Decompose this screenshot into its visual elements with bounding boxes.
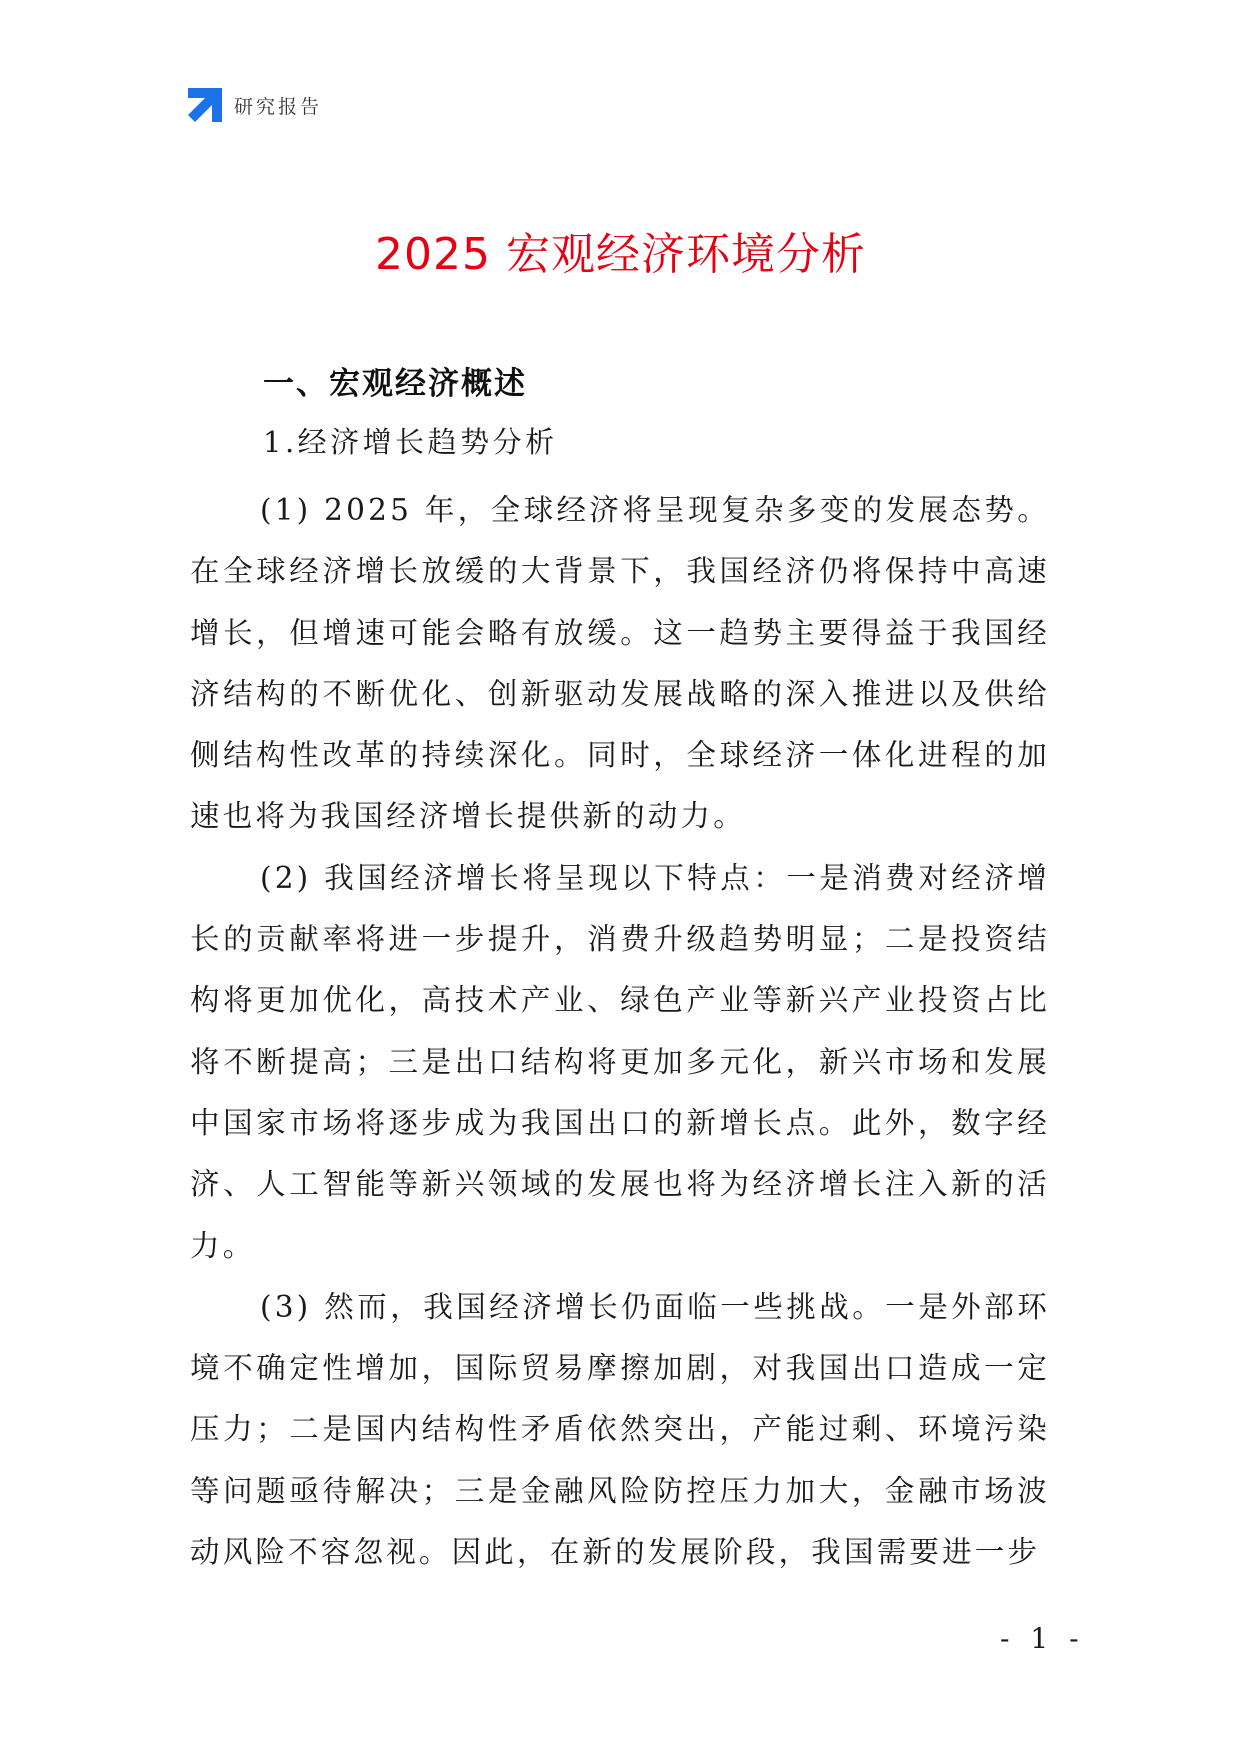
paragraph-1: (1) 2025 年，全球经济将呈现复杂多变的发展态势。在全球经济增长放缓的大背景下，我国经济仍将保持中高速增长，但增速可能会略有放缓。这一趋势主要得益于我国经济结构的不断优化、创新驱动发展战略的深入推进以及供给侧结构性改革的持续深化。同时，全球经济一体化进程的加速也将为我国经济增长提供新的动力。 [190, 493, 1050, 834]
document-title: 2025 宏观经济环境分析 [375, 229, 866, 280]
header-label: 研究报告 [234, 95, 323, 118]
paragraph-3: (3) 然而，我国经济增长仍面临一些挑战。一是外部环境不确定性增加，国际贸易摩擦加剧，对我国出口造成一定压力；二是国内结构性矛盾依然突出，产能过剩、环境污染等问题亟待解决；三是金融风险防控压力加大，金融市场波动风险不容忽视。因此，在新的发展阶段，我国需要进一步 [190, 1289, 1050, 1570]
arrow-logo-icon [188, 88, 222, 122]
report-header [188, 88, 322, 122]
page-number: - 1 - [1000, 1622, 1085, 1655]
section-heading: 一、宏观经济概述 [263, 366, 527, 402]
sub-heading: 1.经济增长趋势分析 [263, 425, 558, 459]
paragraph-2: (2) 我国经济增长将呈现以下特点：一是消费对经济增长的贡献率将进一步提升，消费升级趋势明显；二是投资结构将更加优化，高技术产业、绿色产业等新兴产业投资占比将不断提高；三是出口结构将更加多元化，新兴市场和发展中国家市场将逐步成为我国出口的新增长点。此外，数字经济、人工智能等新兴领域的发展也将为经济增长注入新的活力。 [190, 860, 1050, 1263]
body-text [190, 480, 1050, 1583]
